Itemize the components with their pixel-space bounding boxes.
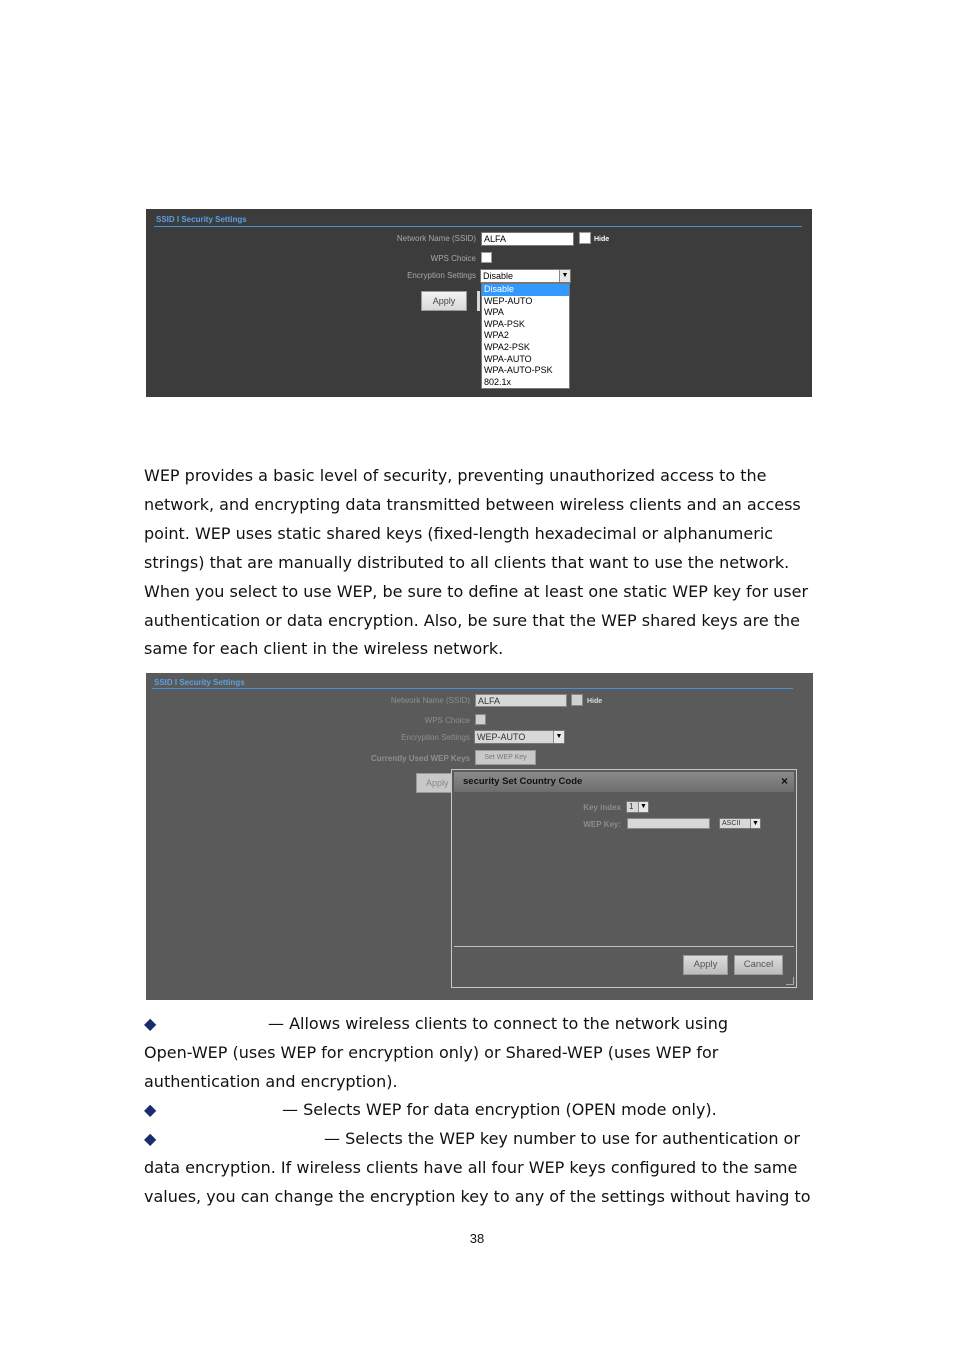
encryption-selected-value: Disable [483,271,514,281]
dropdown-option[interactable]: Disable [482,284,569,296]
dropdown-option[interactable]: WPA-AUTO [484,353,532,364]
resize-handle-icon[interactable] [786,977,794,985]
close-icon[interactable]: × [780,774,788,788]
wps-choice-checkbox[interactable] [475,714,486,725]
key-format-value: ASCII [722,820,741,827]
chevron-down-icon[interactable]: ▼ [750,819,760,828]
bullet-diamond-icon: ◆ [144,1129,157,1148]
paragraph-line: network, and encrypting data transmitted between wireless clients and an access [144,494,801,514]
wps-choice-label: WPS Choice [430,254,476,263]
wep-key-label: WEP Key: [583,820,621,829]
key-index-label: Key index [583,803,621,812]
wps-choice-checkbox[interactable] [481,252,492,263]
encryption-settings-label: Encryption Settings [407,271,476,280]
dialog-apply-button[interactable]: Apply [683,955,728,975]
dropdown-option[interactable]: WPA-AUTO-PSK [484,365,553,376]
dropdown-option[interactable]: WPA2 [484,330,509,341]
dropdown-option[interactable]: WEP-AUTO [484,295,533,306]
bullet-text: — Allows wireless clients to connect to the network using [268,1014,729,1033]
section-divider [154,226,802,227]
apply-button[interactable]: Apply [416,773,454,793]
network-name-input[interactable]: ALFA [475,694,567,707]
encryption-selected-value: WEP-AUTO [477,732,526,742]
security-settings-screenshot-2 [146,673,813,1000]
bullet-text: — Selects the WEP key number to use for authentication or [324,1129,800,1148]
page-number: 38 [469,1231,485,1246]
key-index-select[interactable] [626,801,649,813]
dialog-footer-divider [454,946,794,947]
encryption-select[interactable] [474,730,565,744]
bullet-diamond-icon: ◆ [144,1014,157,1033]
network-name-label: Network Name (SSID) [396,234,476,243]
network-name-input[interactable]: ALFA [481,232,574,246]
network-name-label: Network Name (SSID) [390,696,470,705]
paragraph-line: point. WEP uses static shared keys (fixed-length hexadecimal or alphanumeric [144,523,774,543]
key-index-value: 1 [629,802,634,811]
wps-choice-label: WPS Choice [424,716,470,725]
paragraph-line: When you select to use WEP, be sure to define at least one static WEP key for user [144,581,809,601]
chevron-down-icon[interactable]: ▼ [559,270,570,282]
chevron-down-icon[interactable]: ▼ [638,802,648,812]
bullet-text: data encryption. If wireless clients have all four WEP keys configured to the same [144,1158,798,1177]
hide-label: Hide [594,236,610,243]
key-format-select[interactable] [719,818,761,829]
encryption-dropdown-list[interactable] [481,283,570,389]
dialog-title: security Set Country Code [463,776,583,787]
bullet-text: — Selects WEP for data encryption (OPEN mode only). [282,1100,717,1119]
hidden-button-edge [477,291,480,311]
paragraph-line: strings) that are manually distributed to all clients that want to use the network. [144,552,790,572]
dropdown-option[interactable]: WPA-PSK [484,318,525,329]
section-title: SSID I Security Settings [154,678,245,687]
hide-checkbox[interactable] [579,232,591,244]
wep-key-input[interactable] [627,818,710,829]
section-title: SSID I Security Settings [156,215,247,224]
apply-button[interactable]: Apply [421,291,467,311]
chevron-down-icon[interactable]: ▼ [553,731,564,743]
paragraph-line: authentication or data encryption. Also, be sure that the WEP shared keys are the [144,610,801,630]
set-wep-key-button[interactable]: Set WEP Key [475,750,536,765]
dropdown-option[interactable]: 802.1x [484,376,512,387]
encryption-select[interactable] [480,269,571,283]
wep-keys-label: Currently Used WEP Keys [371,754,470,763]
dialog-header [454,772,794,792]
dropdown-option[interactable]: WPA [484,307,504,318]
paragraph-line: WEP provides a basic level of security, preventing unauthorized access to the [144,466,767,485]
set-wep-key-dialog [451,769,797,988]
bullet-text: values, you can change the encryption key to any of the settings without having to [144,1187,811,1206]
bullet-text: Open-WEP (uses WEP for encryption only) or Shared-WEP (uses WEP for [144,1043,719,1062]
bullet-text: authentication and encryption). [144,1072,398,1091]
security-settings-screenshot-1 [146,209,812,397]
hide-label: Hide [587,698,603,705]
hide-checkbox[interactable] [571,694,583,706]
encryption-settings-label: Encryption Settings [401,733,470,742]
wep-intro-paragraph [144,462,824,664]
paragraph-line: same for each client in the wireless network. [144,639,504,659]
dropdown-option[interactable]: WPA2-PSK [484,341,530,352]
bullet-diamond-icon: ◆ [144,1100,157,1119]
dialog-cancel-button[interactable]: Cancel [734,955,783,975]
section-divider [152,688,793,689]
